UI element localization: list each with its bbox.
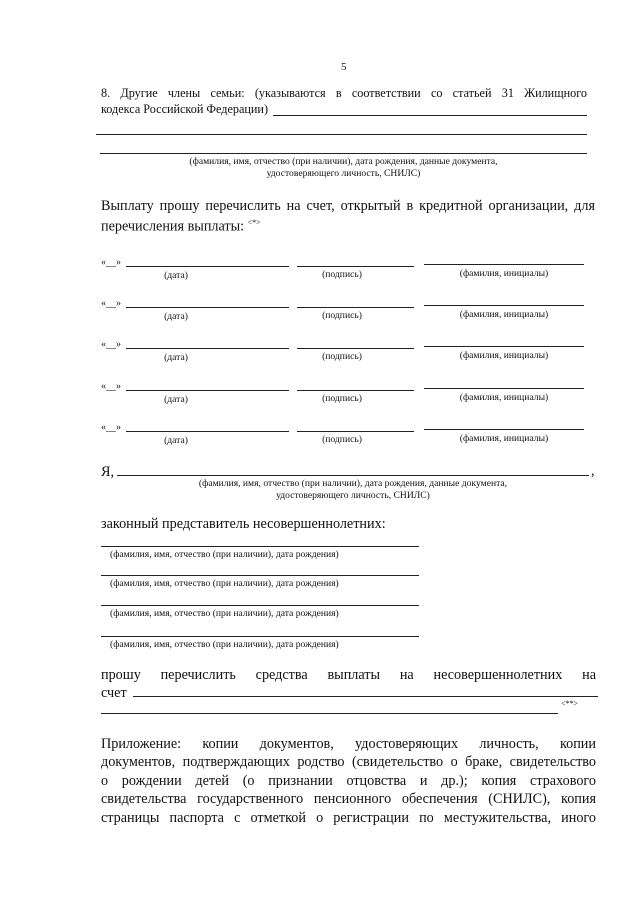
minor-caption: (фамилия, имя, отчество (при наличии), дата рождения) [110, 608, 339, 619]
appendix-line: документов, подтверждающих родство (свидетельство о браке, свидетельство [101, 754, 596, 771]
date-line[interactable] [126, 348, 289, 349]
date-caption: (дата) [164, 311, 188, 322]
quote-day: «__» [101, 339, 121, 350]
minor-input-line[interactable] [101, 605, 419, 606]
name-line[interactable] [424, 346, 584, 347]
signature-line[interactable] [297, 348, 414, 349]
family-heading-cont: кодекса Российской Федерации) [101, 102, 269, 116]
date-caption: (дата) [164, 270, 188, 281]
appendix-line: Приложение: копии документов, удостоверяющих личность, копии [101, 736, 596, 752]
minor-caption: (фамилия, имя, отчество (при наличии), дата рождения) [110, 549, 339, 560]
date-caption: (дата) [164, 435, 188, 446]
minor-input-line[interactable] [101, 575, 419, 576]
name-caption: (фамилия, инициалы) [459, 392, 549, 403]
appendix-line: о рождении детей (о признании отцовства и др.); копия страхового [101, 772, 596, 789]
representative-label: законный представитель несовершеннолетних: [101, 516, 386, 532]
minor-caption: (фамилия, имя, отчество (при наличии), дата рождения) [110, 639, 339, 650]
family-caption-1: (фамилия, имя, отчество (при наличии), дата рождения, данные документа, [189, 156, 498, 167]
family-caption-2: удостоверяющего личность, СНИЛС) [266, 168, 421, 179]
declarant-caption-1: (фамилия, имя, отчество (при наличии), дата рождения, данные документа, [198, 478, 508, 489]
quote-day: «__» [101, 381, 121, 392]
name-caption: (фамилия, инициалы) [459, 433, 549, 444]
minor-input-line[interactable] [101, 546, 419, 547]
signature-line[interactable] [297, 390, 414, 391]
signature-caption: (подпись) [322, 310, 362, 321]
date-line[interactable] [126, 431, 289, 432]
declarant-input-line[interactable] [117, 475, 589, 476]
signature-line[interactable] [297, 266, 414, 267]
footnote-mark-2: <**> [561, 699, 579, 708]
date-line[interactable] [126, 266, 289, 267]
footnote-mark: <*> [247, 218, 261, 227]
quote-day: «__» [101, 298, 121, 309]
name-caption: (фамилия, инициалы) [459, 309, 549, 320]
minors-transfer-text: прошу перечислить средства выплаты на несовершеннолетних на [101, 667, 596, 683]
date-caption: (дата) [164, 352, 188, 363]
signature-caption: (подпись) [322, 351, 362, 362]
declarant-suffix: , [591, 463, 595, 479]
name-line[interactable] [424, 388, 584, 389]
minor-input-line[interactable] [101, 636, 419, 637]
appendix-line: свидетельства государственного пенсионного обеспечения (СНИЛС), копия [101, 791, 596, 808]
signature-caption: (подпись) [322, 269, 362, 280]
signature-line[interactable] [297, 431, 414, 432]
declarant-caption-2: удостоверяющего личность, СНИЛС) [276, 490, 430, 501]
account-input-line-2[interactable] [101, 713, 558, 714]
page-number: 5 [341, 61, 347, 73]
name-line[interactable] [424, 264, 584, 265]
name-caption: (фамилия, инициалы) [459, 350, 549, 361]
name-caption: (фамилия, инициалы) [459, 268, 549, 279]
family-input-line-1[interactable] [273, 115, 587, 116]
family-input-line-3[interactable] [100, 153, 587, 154]
date-line[interactable] [126, 307, 289, 308]
minor-caption: (фамилия, имя, отчество (при наличии), дата рождения) [110, 578, 339, 589]
account-input-line-1[interactable] [133, 696, 598, 697]
declarant-prefix: Я, [101, 464, 115, 480]
quote-day: «__» [101, 422, 121, 433]
signature-caption: (подпись) [322, 393, 362, 404]
family-input-line-2[interactable] [96, 134, 587, 135]
appendix-paragraph [101, 735, 596, 827]
name-line[interactable] [424, 429, 584, 430]
date-caption: (дата) [164, 394, 188, 405]
transfer-text: Выплату прошу перечислить на счет, открытый в кредитной организации, для [101, 198, 595, 214]
signature-caption: (подпись) [322, 434, 362, 445]
appendix-line: страницы паспорта с отметкой о регистрации по местужительства, иного [101, 809, 596, 826]
account-label: счет [101, 685, 127, 701]
transfer-text-cont: перечисления выплаты: <*> [101, 218, 261, 235]
signature-line[interactable] [297, 307, 414, 308]
quote-day: «__» [101, 257, 121, 268]
family-heading: 8. Другие члены семьи: (указываются в соответствии со статьей 31 Жилищного [101, 86, 587, 100]
name-line[interactable] [424, 305, 584, 306]
date-line[interactable] [126, 390, 289, 391]
